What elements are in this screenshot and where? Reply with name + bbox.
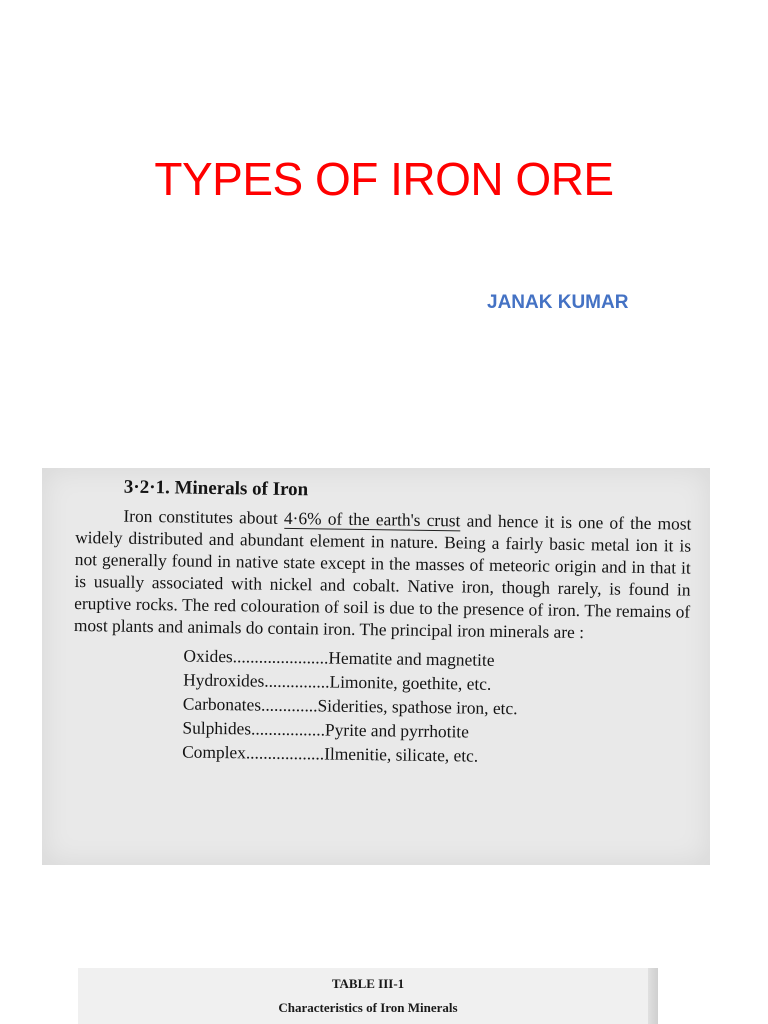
mineral-class: Complex.................. [182, 741, 325, 764]
scanned-text-image [42, 468, 710, 865]
body-paragraph [74, 504, 692, 645]
scanned-table-image [78, 968, 658, 1024]
section-heading: 3·2·1. Minerals of Iron [123, 476, 309, 501]
scanned-page-content [72, 476, 692, 771]
underlined-phrase: 4·6% of the earth's crust [283, 507, 461, 531]
mineral-class: Hydroxides............... [183, 669, 330, 692]
mineral-examples: Hematite and magnetite [328, 647, 495, 670]
mineral-class: Oxides...................... [183, 645, 329, 668]
author-name: JANAK KUMAR [487, 292, 629, 313]
slide-title: TYPES OF IRON ORE [154, 153, 614, 205]
table-subtitle: Characteristics of Iron Minerals [278, 1000, 458, 1015]
scan-edge-divider [648, 968, 658, 1024]
para-start: Iron constitutes about [123, 505, 285, 528]
mineral-list [182, 644, 690, 771]
mineral-examples: Siderities, spathose iron, etc. [317, 695, 518, 719]
mineral-examples: Pyrite and pyrrhotite [324, 719, 470, 742]
mineral-class: Sulphides................. [182, 717, 326, 740]
table-title: TABLE III-1 [331, 976, 405, 991]
mineral-examples: Limonite, goethite, etc. [329, 671, 492, 694]
mineral-examples: Ilmenitie, silicate, etc. [324, 743, 479, 766]
mineral-class: Carbonates............. [182, 693, 318, 716]
para-rest: and hence it is one of the most widely distributed and abundant element in nature. Being a fairly basic metal ion it is not generally found in native state except in the masses of meteoric origin and in that it is usually associated with nickel and cobalt. Native iron, though rarely, is found in eruptive rocks. The red colouration of soil is due to the presence of iron. The remains of most plants and animals do contain iron. The principal iron minerals are : [73, 510, 692, 643]
